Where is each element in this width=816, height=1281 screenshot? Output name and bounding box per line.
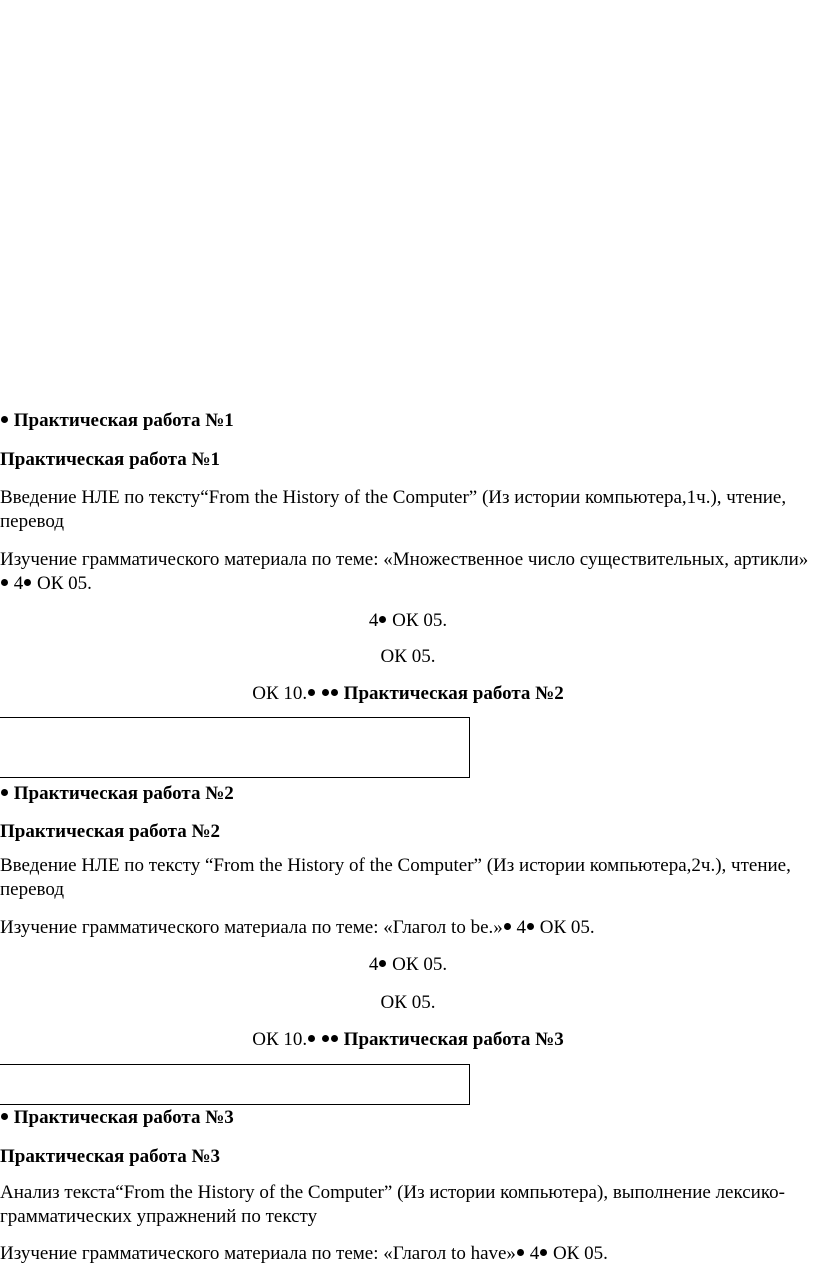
bullet-icon xyxy=(1,789,8,796)
section-2-centered-2: ОК 05. xyxy=(380,992,436,1013)
bullet-icon xyxy=(379,616,386,623)
bullet-icon xyxy=(1,416,8,423)
section-1-grammar-num: 4 xyxy=(13,573,24,594)
bullet-icon xyxy=(308,689,315,696)
bullet-icon xyxy=(331,689,338,696)
section-3-grammar-num: 4 xyxy=(529,1243,540,1264)
empty-box-1 xyxy=(0,717,470,778)
section-2-bullet-heading xyxy=(0,782,816,806)
section-2-c1-text: ОК 05. xyxy=(392,954,448,975)
section-2-title: Практическая работа №2 xyxy=(0,821,221,842)
empty-box-2 xyxy=(0,1064,470,1105)
section-1-grammar xyxy=(0,548,812,596)
bullet-icon xyxy=(379,960,386,967)
section-3-intro: Анализ текста“From the History of the Computer” (Из истории компьютера), выполнение лексико-грамматических упражнений по тексту xyxy=(0,1182,785,1227)
section-1-bullet-heading xyxy=(0,409,816,433)
bullet-icon xyxy=(540,1249,547,1256)
section-1-title: Практическая работа №1 xyxy=(0,449,221,470)
section-1-intro: Введение НЛЕ по тексту“From the History of the Computer” (Из истории компьютера,1ч.), чтение, перевод xyxy=(0,487,787,532)
section-2-centered-1 xyxy=(0,953,816,977)
bullet-icon xyxy=(527,923,534,930)
bullet-icon xyxy=(1,579,8,586)
section-3-heading-text: Практическая работа №3 xyxy=(13,1107,234,1128)
section-2-grammar-text: Изучение грамматического материала по теме: «Глагол to be.» xyxy=(0,917,503,938)
section-3-grammar-ok: ОК 05. xyxy=(552,1243,608,1264)
bullet-icon xyxy=(331,1035,338,1042)
section-2-grammar xyxy=(0,916,816,940)
section-1-centered-1 xyxy=(0,609,816,633)
section-3-grammar xyxy=(0,1242,816,1266)
section-1-centered-3 xyxy=(0,682,816,706)
section-1-c3-next: Практическая работа №2 xyxy=(343,683,564,704)
section-2-c3-prefix: ОК 10. xyxy=(252,1029,308,1050)
section-1-c1-num: 4 xyxy=(368,610,379,631)
section-2-c1-num: 4 xyxy=(368,954,379,975)
bullet-icon xyxy=(308,1035,315,1042)
bullet-icon xyxy=(24,579,31,586)
section-2-grammar-num: 4 xyxy=(516,917,526,938)
section-1-grammar-ok: ОК 05. xyxy=(37,573,92,594)
bullet-icon xyxy=(322,689,329,696)
section-3-grammar-text: Изучение грамматического материала по теме: «Глагол to have» xyxy=(0,1243,516,1264)
section-1-heading-text: Практическая работа №1 xyxy=(13,410,234,431)
bullet-icon xyxy=(517,1249,524,1256)
section-2-intro: Введение НЛЕ по тексту “From the History of the Computer” (Из истории компьютера,2ч.), чтение, перевод xyxy=(0,855,791,900)
section-2-c3-next: Практическая работа №3 xyxy=(343,1029,564,1050)
section-1-c3-prefix: ОК 10. xyxy=(252,683,308,704)
bullet-icon xyxy=(1,1113,8,1120)
section-2-grammar-ok: ОК 05. xyxy=(539,917,595,938)
bullet-icon xyxy=(322,1035,329,1042)
section-1-grammar-text: Изучение грамматического материала по теме: «Множественное число существительных, артикли» xyxy=(0,549,809,570)
section-1-centered-2: ОК 05. xyxy=(380,646,436,667)
section-2-heading-text: Практическая работа №2 xyxy=(13,783,234,804)
section-3-bullet-heading xyxy=(0,1106,816,1130)
section-3-title: Практическая работа №3 xyxy=(0,1146,221,1167)
bullet-icon xyxy=(504,923,511,930)
section-2-centered-3 xyxy=(0,1028,816,1052)
section-1-c1-text: ОК 05. xyxy=(392,610,448,631)
